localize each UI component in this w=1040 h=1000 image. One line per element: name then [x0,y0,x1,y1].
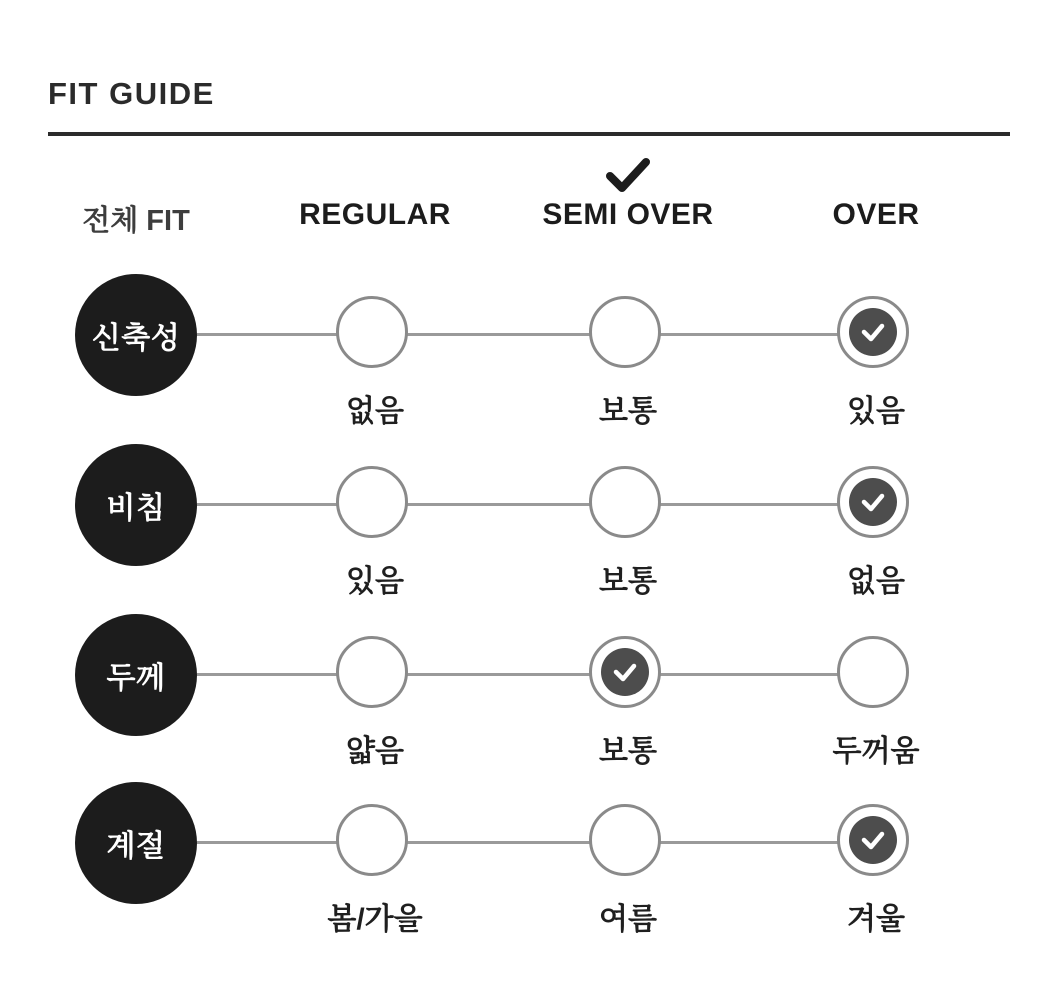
option-circle [589,804,661,876]
category-circle [75,614,197,736]
fit-guide-title: FIT GUIDE [48,76,215,111]
connector-line [197,503,876,506]
option-label: 보통 [599,565,657,598]
option-label: 여름 [599,903,657,936]
option-circle [837,636,909,708]
option-circle [589,636,661,708]
connector-line [197,333,876,336]
fit-row-elasticity [0,274,1040,434]
selected-option-check-icon [849,478,897,526]
option-circle [589,466,661,538]
option-circle [336,636,408,708]
option-circle [837,804,909,876]
option-label: 없음 [847,565,905,598]
selected-option-check-icon [601,648,649,696]
category-label: 두께 [106,662,166,695]
connector-line [197,673,876,676]
category-circle [75,782,197,904]
column-header-over: OVER [832,198,920,231]
option-circle [336,804,408,876]
category-label: 계절 [106,830,166,863]
option-label: 얇음 [346,735,404,768]
option-label: 보통 [599,735,657,768]
category-label: 비침 [106,492,166,525]
option-label: 있음 [346,565,404,598]
column-header-semi-over: SEMI OVER [542,198,714,231]
option-circle [837,466,909,538]
category-circle [75,444,197,566]
selected-option-check-icon [849,308,897,356]
option-circle [336,466,408,538]
option-label: 보통 [599,395,657,428]
option-label: 봄/가을 [327,903,423,936]
title-underline [48,132,1010,136]
selected-option-check-icon [849,816,897,864]
connector-line [197,841,876,844]
fit-row-sheerness [0,444,1040,604]
option-circle [837,296,909,368]
fit-row-thickness [0,614,1040,774]
category-label: 신축성 [91,322,181,355]
category-circle [75,274,197,396]
column-header-regular: REGULAR [299,198,451,231]
option-label: 겨울 [847,903,905,936]
overall-fit-axis-label: 전체 FIT [82,205,190,237]
option-circle [336,296,408,368]
fit-row-season [0,782,1040,942]
option-label: 있음 [847,395,905,428]
option-label: 두꺼움 [832,735,920,768]
option-circle [589,296,661,368]
selected-column-check-icon [604,156,652,194]
option-label: 없음 [346,395,404,428]
